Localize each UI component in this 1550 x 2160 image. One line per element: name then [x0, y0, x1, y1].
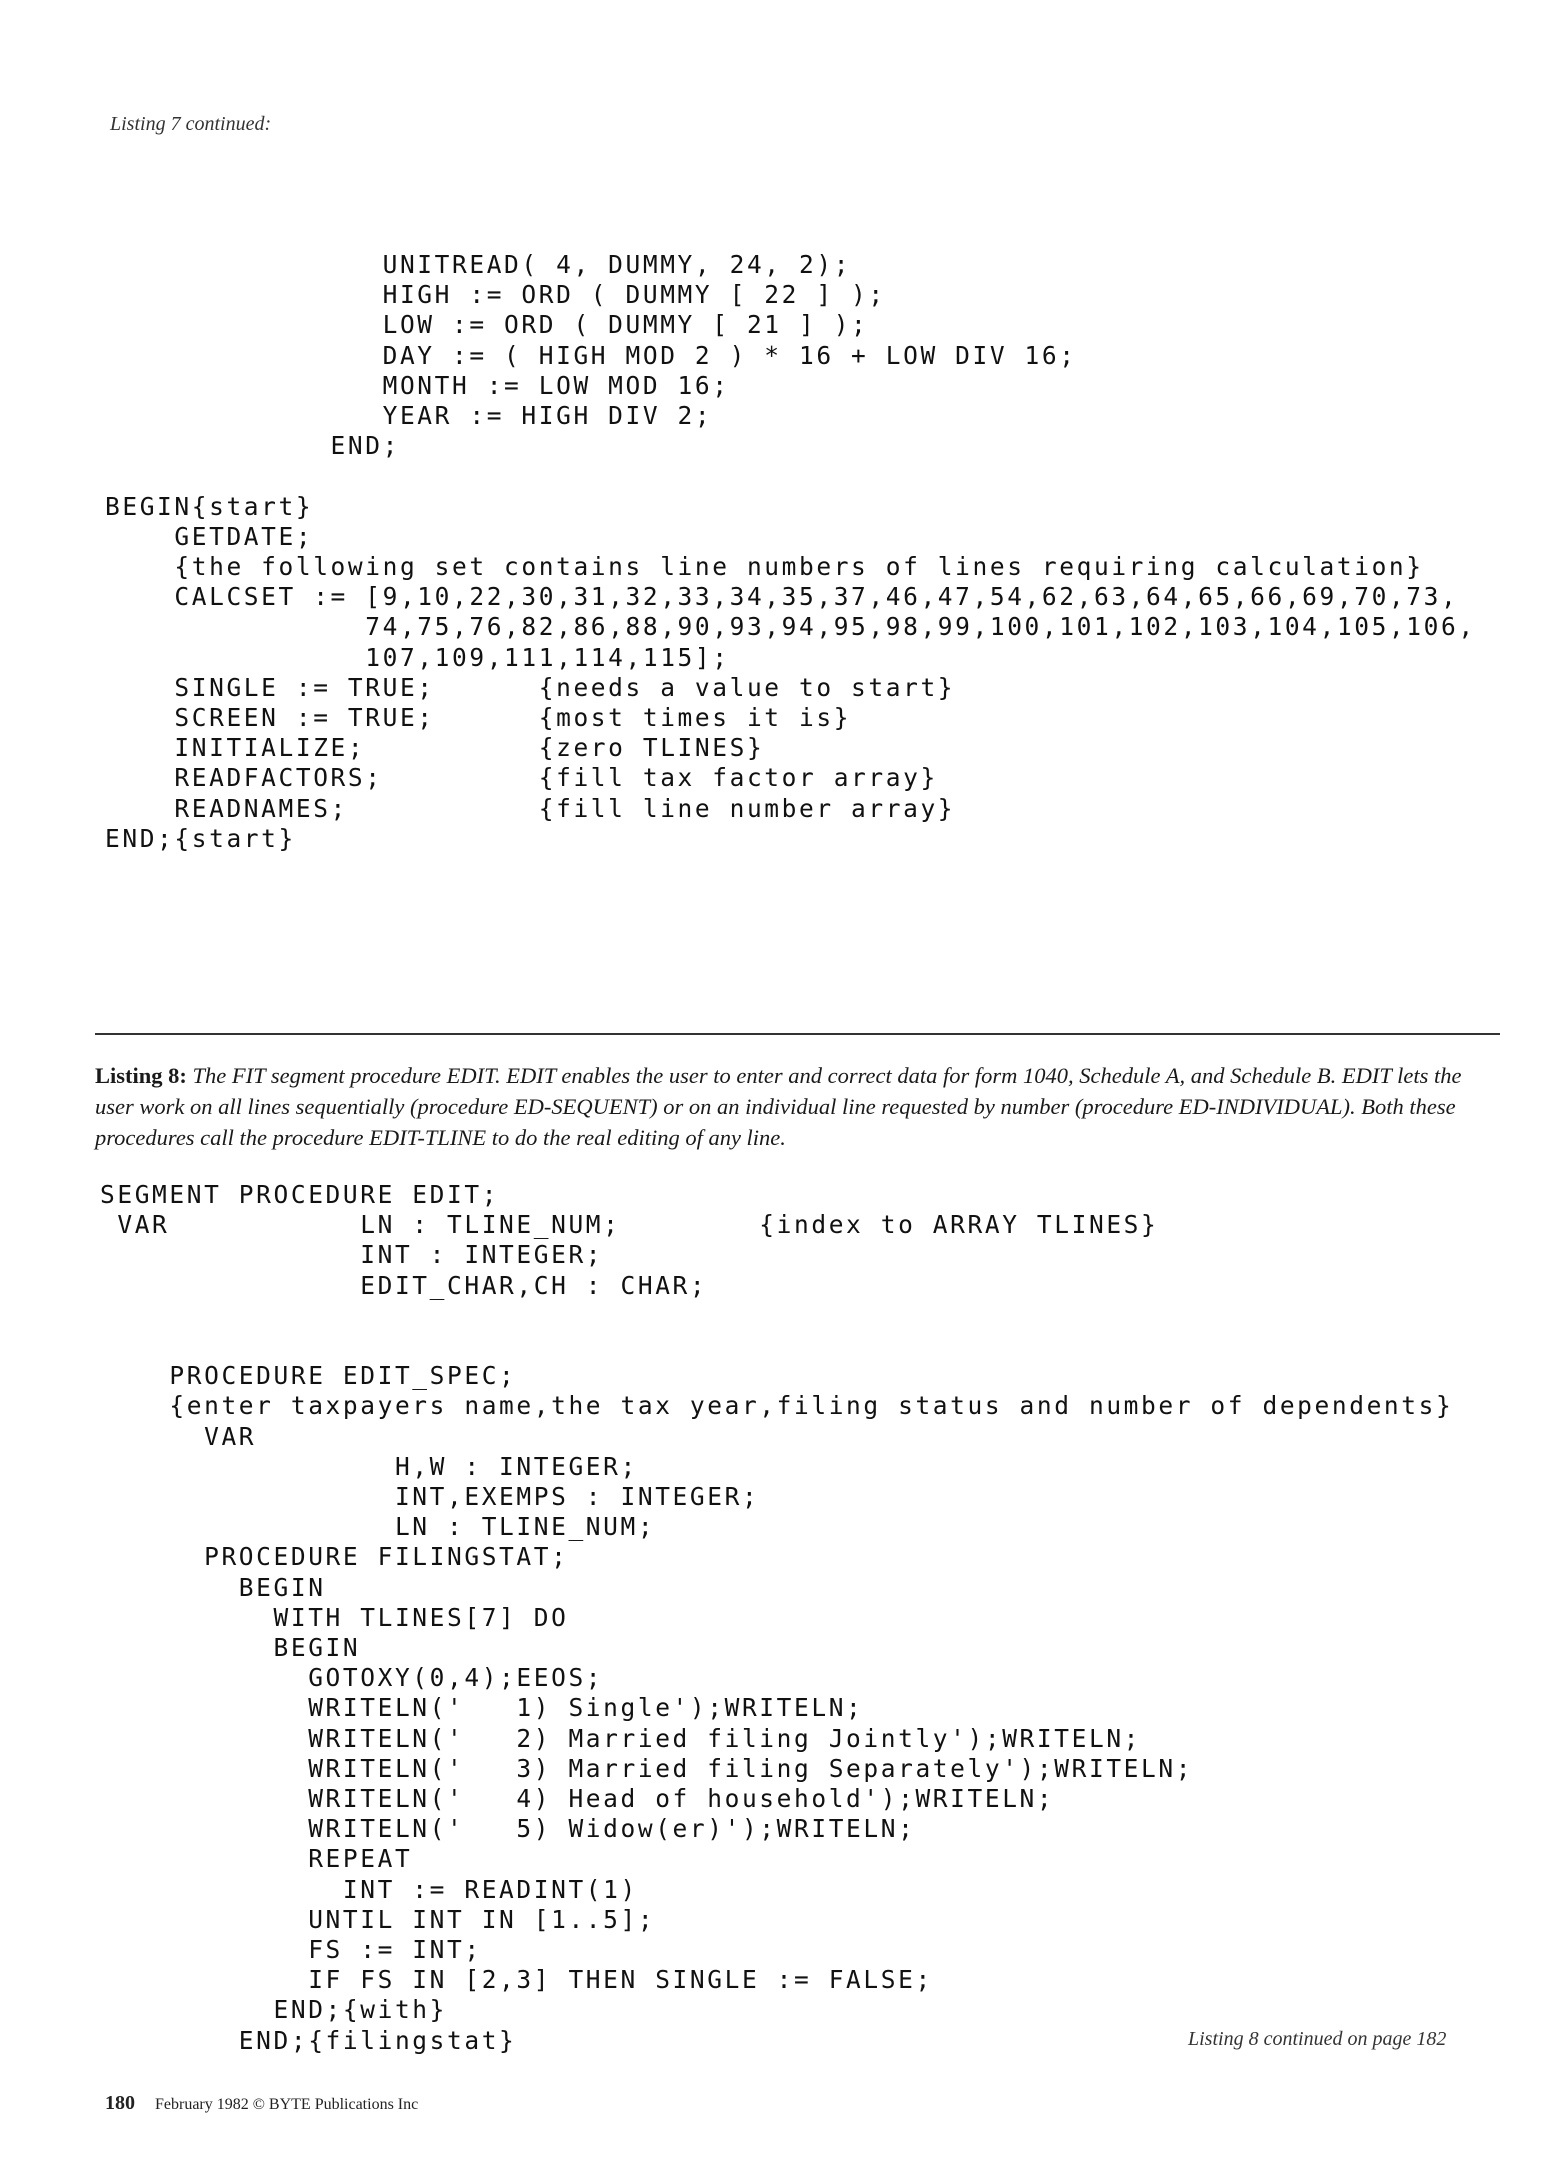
caption-text: The FIT segment procedure EDIT. EDIT enables the user to enter and correct data for form 1040, Schedule A, and Schedule B. EDIT lets the user work on all lines sequentially (procedure ED-SEQUENT) or on an individual line requested by number (procedure ED-INDIVIDUAL). Both these procedures call the procedure EDIT-TLINE to do the real editing of any line. [95, 1063, 1462, 1150]
caption-label: Listing 8: [95, 1063, 187, 1088]
page-footer [105, 2092, 418, 2115]
listing-8-caption [95, 1060, 1500, 1153]
publication-credit: February 1982 © BYTE Publications Inc [155, 2096, 419, 2113]
listing-continued-label: Listing 7 continued: [110, 113, 272, 135]
section-divider [95, 1033, 1500, 1035]
page-number: 180 [105, 2092, 135, 2114]
listing-8-continued-note: Listing 8 continued on page 182 [1188, 2028, 1447, 2050]
listing-7-code: UNITREAD( 4, DUMMY, 24, 2); HIGH := ORD ( DUMMY [ 22 ] ); LOW := ORD ( DUMMY [ 21 ] ); DAY := ( HIGH MOD 2 ) * 16 + LOW DIV 16; MONTH := LOW MOD 16; YEAR := HIGH DIV 2; END; BEGIN{start} GETDATE; {the following set contains line numbers of lines requiring calculation} CALCSET := [9,10,22,30,31,32,33,34,35,37,46,47,54,62,63,64,65,66,69,70,73, 74,75,76,82,86,88,90,93,94,95,98,99,100,101,102,103,104,105,106, 107,109,111,114,115]; SINGLE := TRUE; {needs a value to start} SCREEN := TRUE; {most times it is} INITIALIZE; {zero TLINES} READFACTORS; {fill tax factor array} READNAMES; {fill line number array} END;{start} [105, 250, 1476, 853]
listing-8-code: SEGMENT PROCEDURE EDIT; VAR LN : TLINE_NUM; {index to ARRAY TLINES} INT : INTEGER; EDIT_CHAR,CH : CHAR; PROCEDURE EDIT_SPEC; {enter taxpayers name,the tax year,filing status and number of dependents} VAR H,W : INTEGER; INT,EXEMPS : INTEGER; LN : TLINE_NUM; PROCEDURE FILINGSTAT; BEGIN WITH TLINES[7] DO BEGIN GOTOXY(0,4);EEOS; WRITELN(' 1) Single');WRITELN; WRITELN(' 2) Married filing Jointly');WRITELN; WRITELN(' 3) Married filing Separately');WRITELN; WRITELN(' 4) Head of household');WRITELN; WRITELN(' 5) Widow(er)');WRITELN; REPEAT INT := READINT(1) UNTIL INT IN [1..5]; FS := INT; IF FS IN [2,3] THEN SINGLE := FALSE; END;{with} END;{filingstat} [100, 1180, 1454, 2055]
